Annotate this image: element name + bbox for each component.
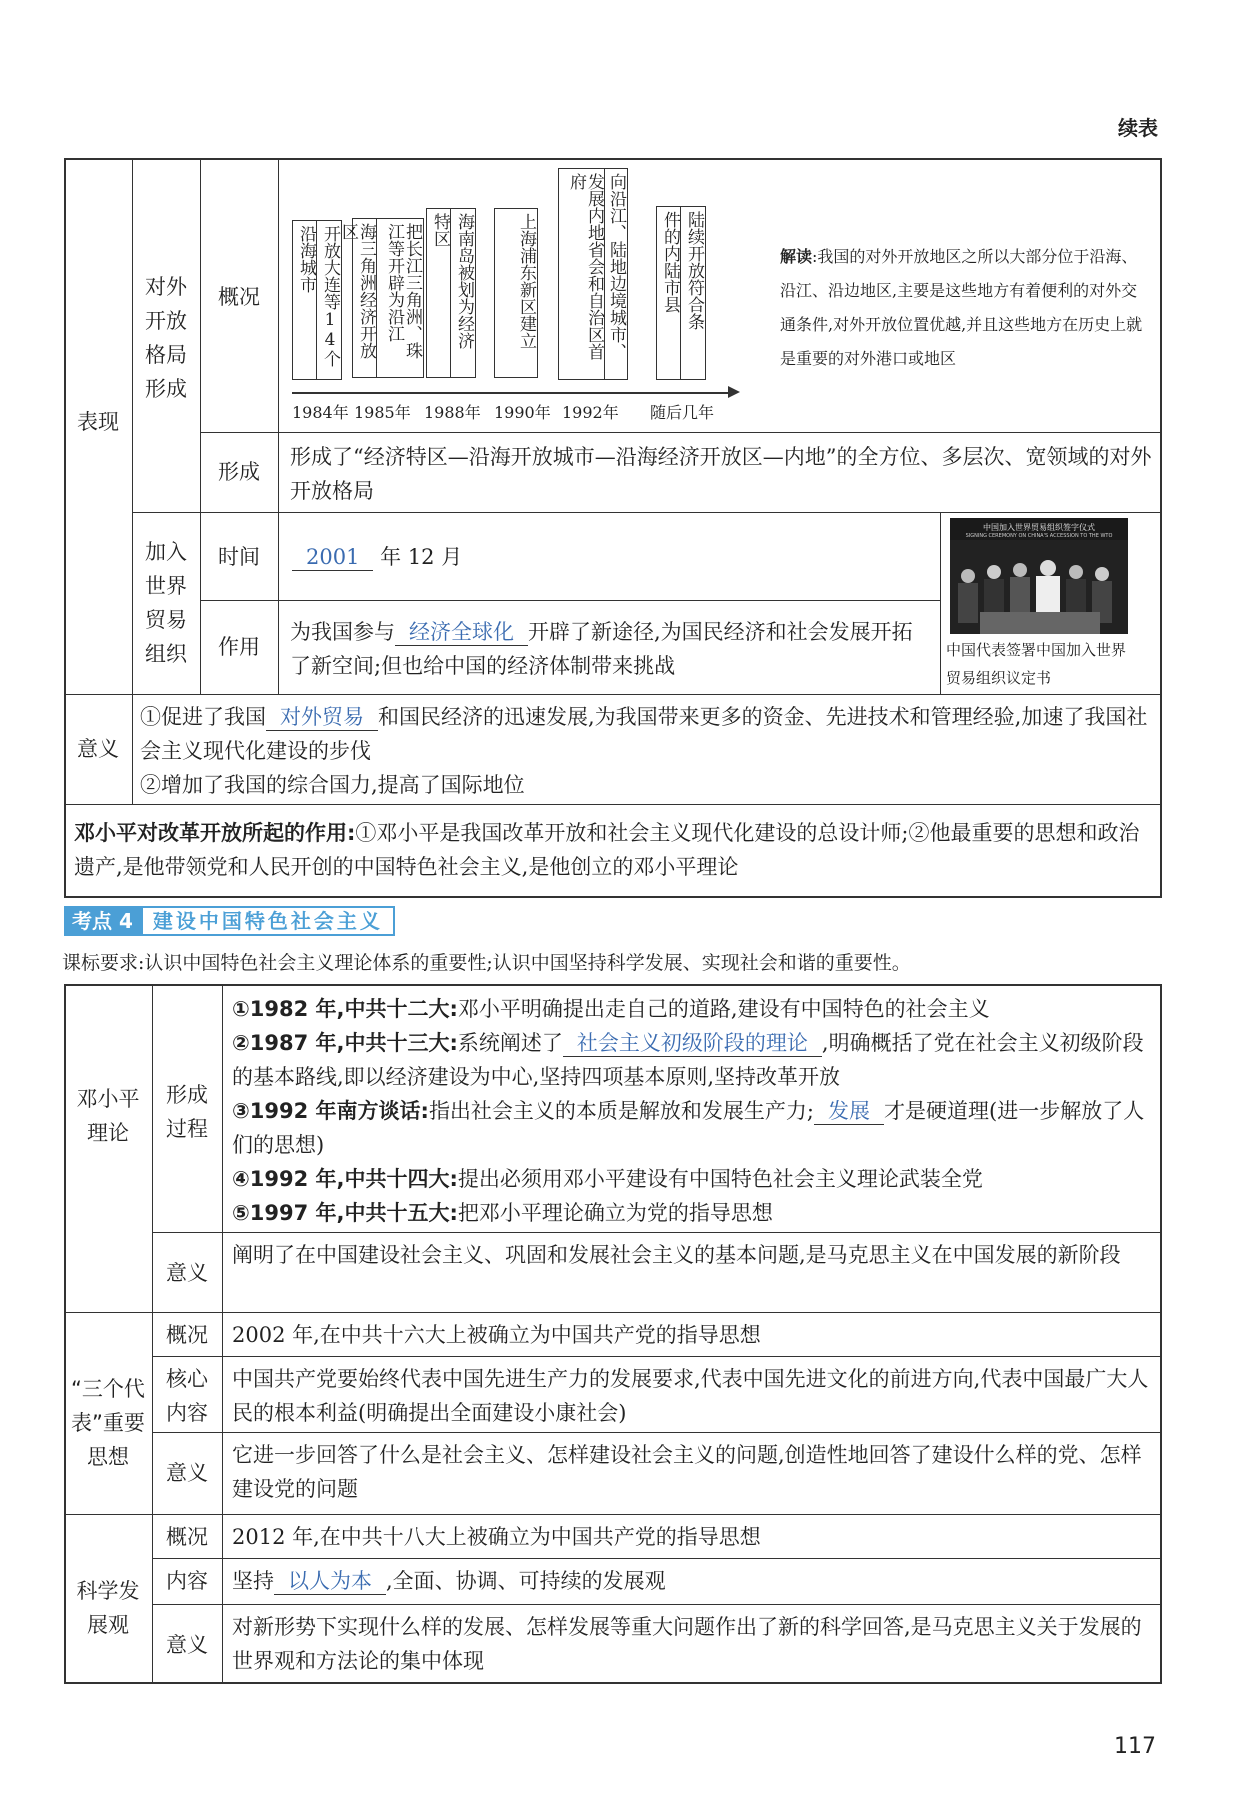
timeline-event: 向沿江、陆地边境城市、 bbox=[604, 168, 628, 380]
fill-blank-primary-stage: 社会主义初级阶段的理论 bbox=[563, 1030, 822, 1057]
timeline-year: 1992年 bbox=[562, 403, 619, 422]
requirement-text: 课标要求:认识中国特色社会主义理论体系的重要性;认识中国坚持科学发展、实现社会和谐的重要性。 bbox=[62, 952, 911, 974]
wto-signing-photo bbox=[950, 518, 1128, 634]
formation-list bbox=[232, 992, 1157, 1230]
item-text: 把邓小平理论确立为党的指导思想 bbox=[457, 1201, 773, 1225]
kexue-neirong-text bbox=[232, 1564, 1157, 1598]
deng-yiyi-text: 阐明了在中国建设社会主义、巩固和发展社会主义的基本问题,是马克思主义在中国发展的新阶段 bbox=[232, 1243, 1121, 1267]
list-item bbox=[232, 1094, 1157, 1162]
label-formation: 形成过程 bbox=[166, 1083, 208, 1141]
timeline-event: 开放大连等14个 bbox=[316, 220, 342, 380]
timeline-event: 发展内地省会和自治区首府 bbox=[558, 168, 606, 380]
label-zuoyong: 作用 bbox=[218, 635, 260, 659]
label-kexue-yiyi: 意义 bbox=[166, 1633, 208, 1657]
sub-label-geju: 对外开放格局形成 bbox=[145, 275, 187, 401]
deng-role-body: ①邓小平是我国改革开放和社会主义现代化建设的总设计师;②他最重要的思想和政治遗产,是他带领党和人民开创的中国特色社会主义,是他创立的邓小平理论 bbox=[74, 821, 1140, 879]
people-silhouettes bbox=[950, 540, 1128, 634]
interpretation-note bbox=[780, 240, 1150, 376]
fill-blank-globalization: 经济全球化 bbox=[395, 619, 528, 646]
yiyi-1-post: 和国民经济的迅速发展,为我国带来更多的资金、先进技术和管理经验,加速了我国社会主义现代化建设的步伐 bbox=[140, 705, 1148, 763]
interpretation-text: :我国的对外开放地区之所以大部分位于沿海、沿江、沿边地区,主要是这些地方有着便利的对外交通条件,对外开放位置优越,并且这些地方在历史上就是重要的对外港口或地区 bbox=[780, 247, 1143, 368]
section-title: 建设中国特色社会主义 bbox=[141, 906, 395, 936]
page-number: 117 bbox=[1114, 1734, 1156, 1759]
timeline-event: 件的内陆市县 bbox=[656, 206, 682, 380]
timeline-year: 1990年 bbox=[494, 403, 551, 422]
yiyi-item-1 bbox=[140, 700, 1156, 768]
timeline-event: 陆续开放符合条 bbox=[680, 206, 706, 380]
photo-banner-en: SIGNING CEREMONY ON CHINA'S ACCESSION TO THE WTO bbox=[965, 533, 1113, 539]
label-gaikuang: 概况 bbox=[218, 285, 260, 309]
fill-blank-year: 2001 bbox=[292, 544, 373, 571]
list-item bbox=[232, 1196, 1157, 1230]
label-sange-yiyi: 意义 bbox=[166, 1461, 208, 1485]
fill-blank-people-oriented: 以人为本 bbox=[274, 1568, 386, 1595]
kexue-gaikuang-text: 2012 年,在中共十八大上被确立为中国共产党的指导思想 bbox=[232, 1525, 761, 1549]
item-heading: ①1982 年,中共十二大: bbox=[232, 997, 458, 1021]
deng-role-text bbox=[74, 816, 1154, 884]
item-text: 指出社会主义的本质是解放和发展生产力; bbox=[428, 1099, 815, 1123]
label-yiyi: 意义 bbox=[77, 737, 119, 761]
shijian-text bbox=[292, 540, 462, 574]
item-text: 邓小平明确提出走自己的道路,建设有中国特色的社会主义 bbox=[457, 997, 990, 1021]
fill-blank-trade: 对外贸易 bbox=[266, 704, 378, 731]
item-text: 提出必须用邓小平建设有中国特色社会主义理论武装全党 bbox=[457, 1167, 983, 1191]
sange-yiyi-text: 它进一步回答了什么是社会主义、怎样建设社会主义的问题,创造性地回答了建设什么样的党、怎样建设党的问题 bbox=[232, 1443, 1142, 1501]
kexue-neirong-post: ,全面、协调、可持续的发展观 bbox=[386, 1569, 666, 1593]
label-deng-theory: 邓小平理论 bbox=[76, 1087, 140, 1145]
item-heading: ②1987 年,中共十三大: bbox=[232, 1031, 458, 1055]
arrow-right-icon bbox=[728, 386, 740, 398]
kexue-yiyi-text: 对新形势下实现什么样的发展、怎样发展等重大问题作出了新的科学回答,是马克思主义关于发展的世界观和方法论的集中体现 bbox=[232, 1615, 1142, 1673]
yiyi-item-2: ②增加了我国的综合国力,提高了国际地位 bbox=[140, 773, 525, 797]
kexue-neirong-pre: 坚持 bbox=[232, 1569, 274, 1593]
sange-hexin-text: 中国共产党要始终代表中国先进生产力的发展要求,代表中国先进文化的前进方向,代表中国最广大人民的根本利益(明确提出全面建设小康社会) bbox=[232, 1367, 1149, 1425]
list-item bbox=[232, 1026, 1157, 1094]
timeline-axis bbox=[292, 392, 728, 394]
section-badge: 考点 4 bbox=[64, 906, 141, 936]
xingcheng-text: 形成了“经济特区—沿海开放城市—沿海经济开放区—内地”的全方位、多层次、宽领域的对外开放格局 bbox=[290, 445, 1152, 503]
section-header bbox=[64, 906, 395, 936]
shijian-suffix: 年 12 月 bbox=[380, 545, 463, 569]
label-kexue-neirong: 内容 bbox=[166, 1569, 208, 1593]
item-heading: ⑤1997 年,中共十五大: bbox=[232, 1201, 458, 1225]
label-three-represents: “三个代表”重要思想 bbox=[71, 1377, 145, 1469]
timeline-event: 特区 bbox=[426, 208, 452, 378]
timeline-year: 1985年 bbox=[354, 403, 411, 422]
timeline-year: 随后几年 bbox=[650, 403, 715, 422]
label-kexue-gaikuang: 概况 bbox=[166, 1525, 208, 1549]
label-sange-gaikuang: 概况 bbox=[166, 1323, 208, 1347]
timeline-event: 海南岛被划为经济 bbox=[450, 208, 476, 378]
timeline-event: 沿海城市 bbox=[292, 220, 318, 380]
fill-blank-development: 发展 bbox=[814, 1098, 884, 1125]
label-shijian: 时间 bbox=[218, 545, 260, 569]
list-item bbox=[232, 1162, 1157, 1196]
deng-role-title: 邓小平对改革开放所起的作用: bbox=[74, 821, 356, 845]
photo-caption: 中国代表签署中国加入世界贸易组织议定书 bbox=[946, 641, 1127, 687]
sub-label-wto: 加入世界贸易组织 bbox=[145, 540, 187, 666]
item-text: 才是硬道理(进一步解放了人们的思想) bbox=[232, 1099, 1145, 1157]
list-item bbox=[232, 992, 1157, 1026]
item-text: 系统阐述了 bbox=[457, 1031, 563, 1055]
item-heading: ④1992 年,中共十四大: bbox=[232, 1167, 458, 1191]
timeline-year: 1988年 bbox=[424, 403, 481, 422]
timeline-event: 海三角洲经济开放区 bbox=[352, 218, 378, 378]
sange-gaikuang-text: 2002 年,在中共十六大上被确立为中国共产党的指导思想 bbox=[232, 1323, 761, 1347]
label-scientific-outlook: 科学发展观 bbox=[76, 1579, 140, 1637]
yiyi-1-pre: ①促进了我国 bbox=[140, 705, 266, 729]
interpretation-title: 解读 bbox=[780, 247, 813, 266]
label-sange-hexin: 核心内容 bbox=[166, 1367, 208, 1425]
zuoyong-post: 开辟了新途径,为国民经济和社会发展开拓了新空间;但也给中国的经济体制带来挑战 bbox=[290, 620, 913, 678]
row-label-biaoxian: 表现 bbox=[77, 410, 119, 434]
item-text: ,明确概括了党在社会主义初级阶段的基本路线,即以经济建设为中心,坚持四项基本原则,坚持改革开放 bbox=[232, 1031, 1144, 1089]
timeline-event: 上海浦东新区建立 bbox=[494, 208, 538, 378]
continued-label: 续表 bbox=[1118, 116, 1158, 140]
timeline-year: 1984年 bbox=[292, 403, 349, 422]
item-heading: ③1992 年南方谈话: bbox=[232, 1099, 429, 1123]
zuoyong-text bbox=[290, 615, 930, 683]
label-deng-yiyi: 意义 bbox=[166, 1261, 208, 1285]
label-xingcheng: 形成 bbox=[218, 460, 260, 484]
zuoyong-pre: 为我国参与 bbox=[290, 620, 395, 644]
timeline-event: 把长江三角洲、珠江等开辟为沿江 bbox=[376, 218, 424, 378]
photo-banner-text: 中国加入世界贸易组织签字仪式 bbox=[983, 523, 1095, 532]
